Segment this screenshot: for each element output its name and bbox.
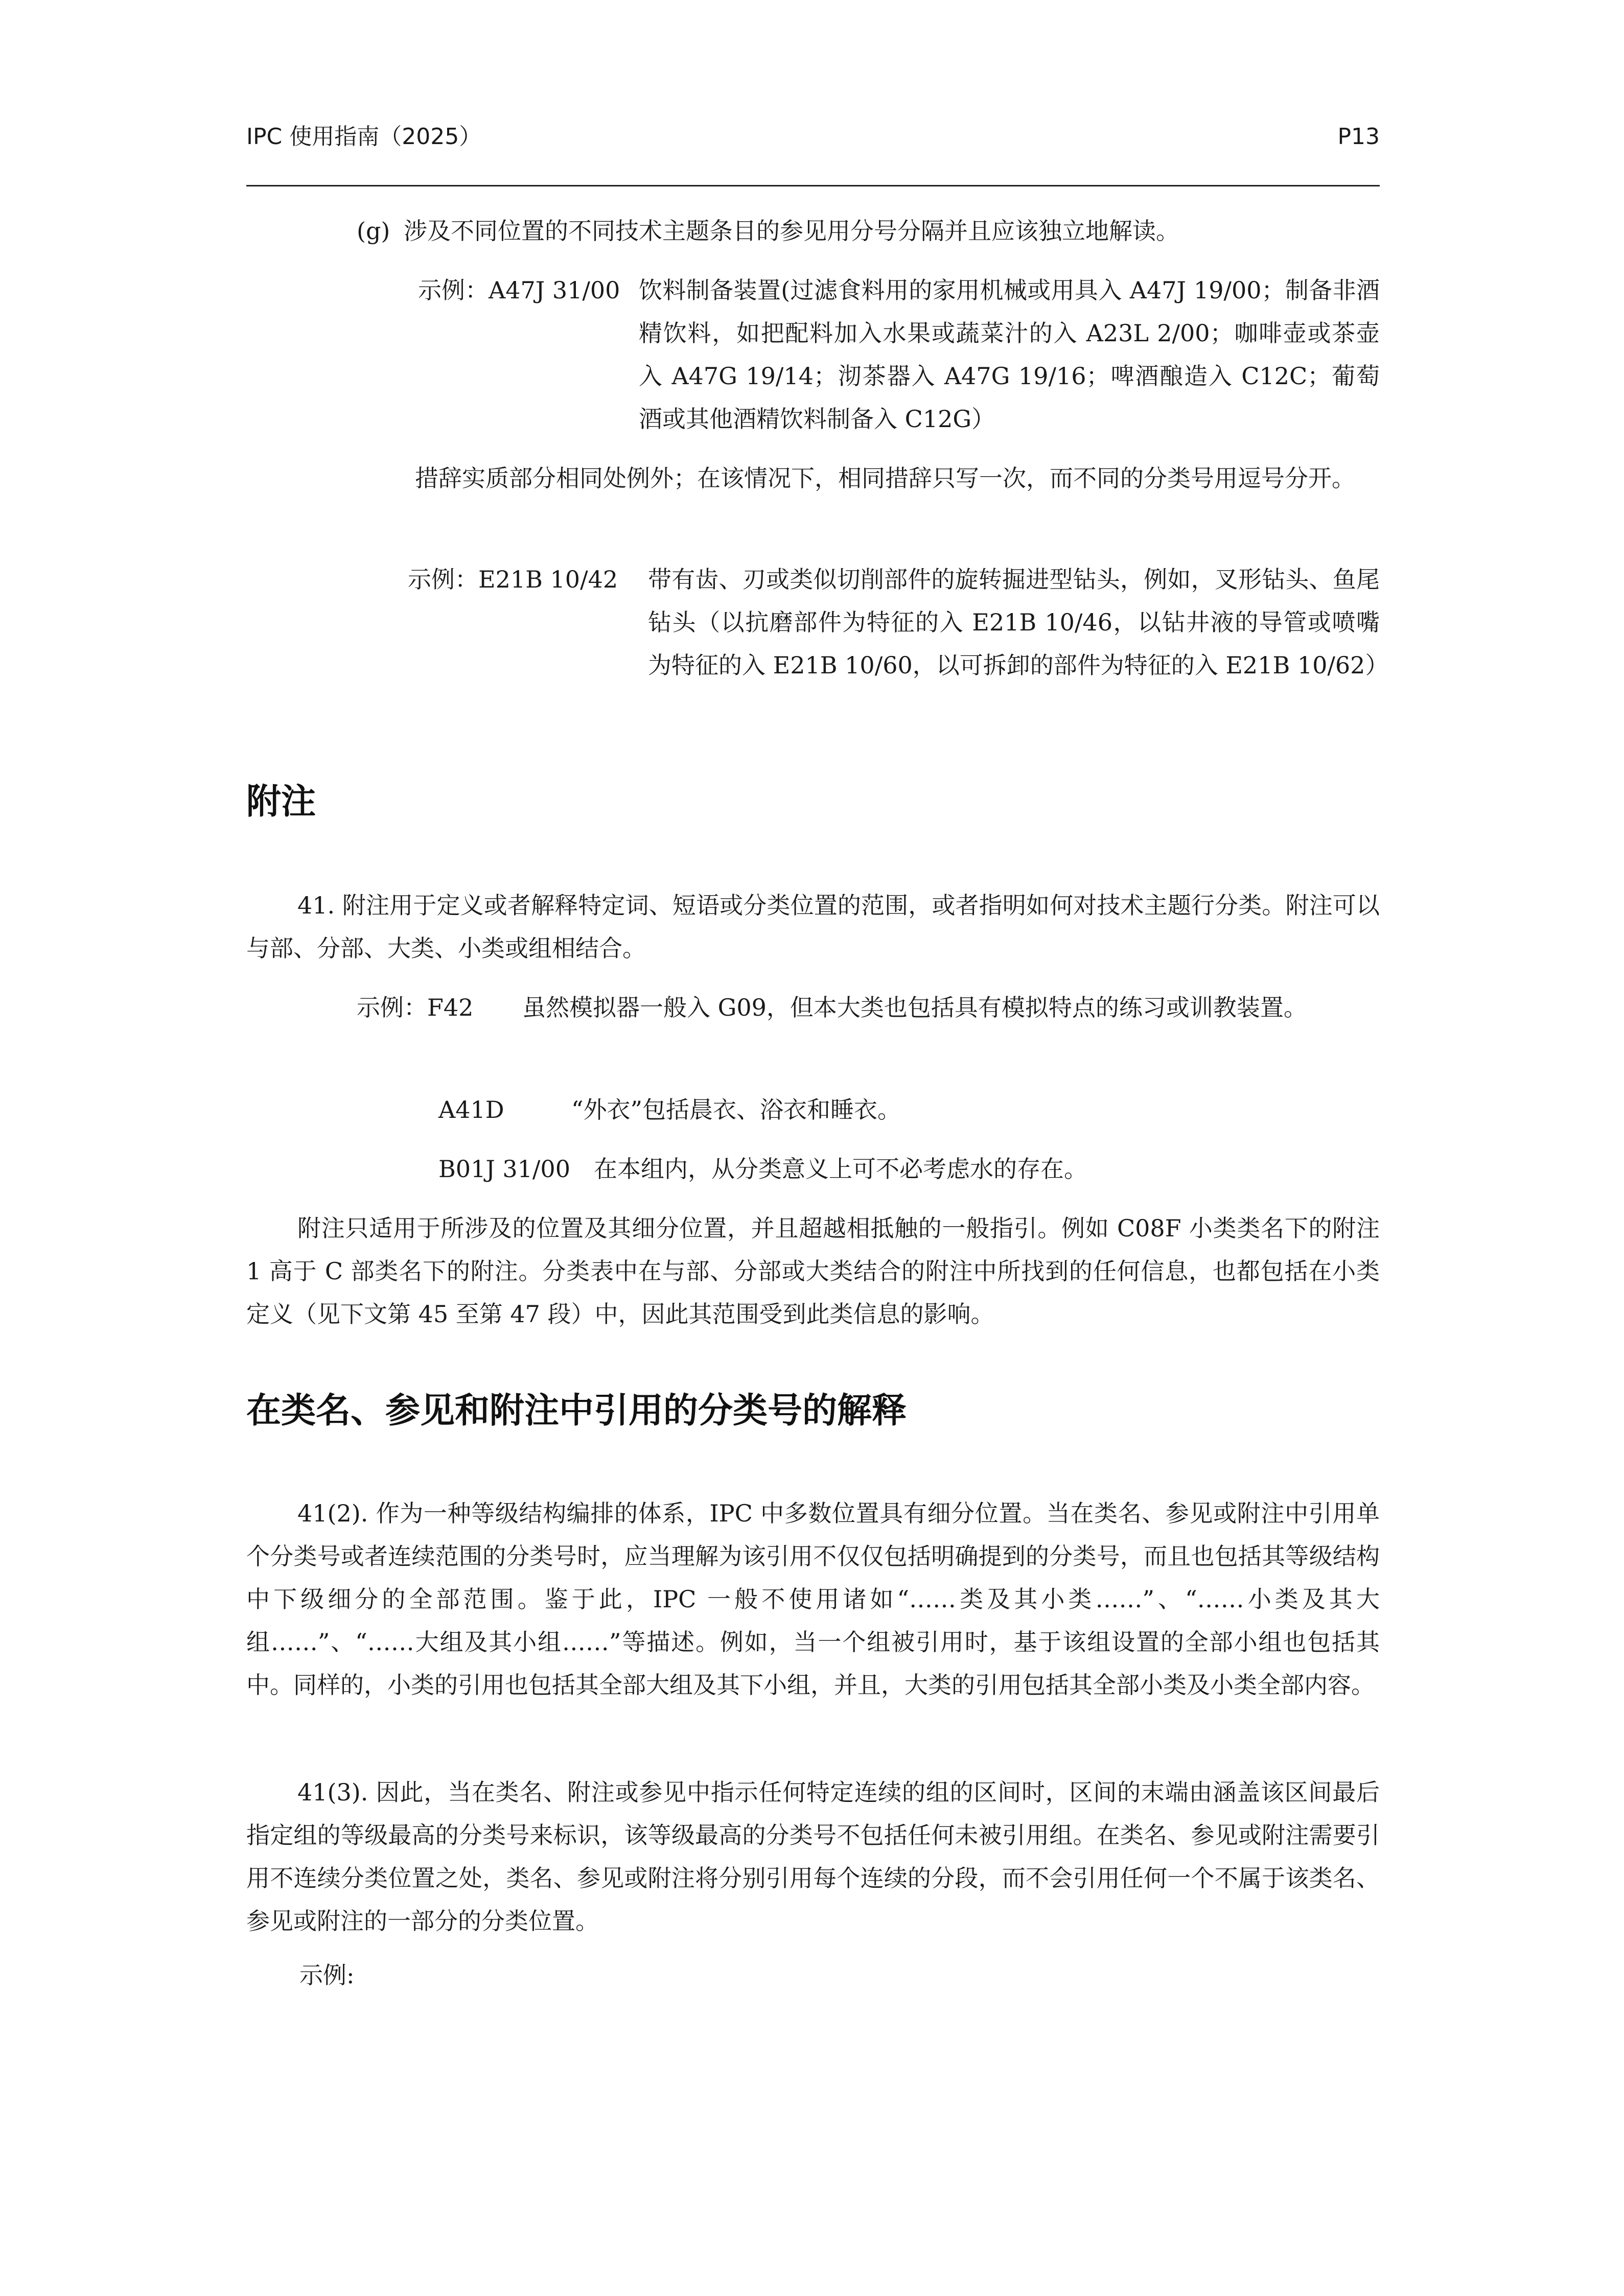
- exception-paragraph: 措辞实质部分相同处例外；在该情况下，相同措辞只写一次，而不同的分类号用逗号分开。: [415, 464, 1355, 492]
- notes-example3-label: B01J 31/00: [438, 1155, 570, 1183]
- notes-example2-label: A41D: [438, 1096, 504, 1123]
- notes-example3-text: 在本组内，从分类意义上可不必考虑水的存在。: [594, 1155, 1087, 1183]
- notes-example1-text: 虽然模拟器一般入 G09，但本大类也包括具有模拟特点的练习或训教装置。: [522, 994, 1307, 1021]
- para-41-2: 41(2). 作为一种等级结构编排的体系，IPC 中多数位置具有细分位置。当在类名、参见或附注中引用单个分类号或者连续范围的分类号时，应当理解为该引用不仅仅包括明确提到的分类号，而且也包括其等级结构中下级细分的全部范围。鉴于此，IPC 一般不使用诸如“……类及其小类……”、“……小类及其大组……”、“……大组及其小组……”等描述。例如，当一个组被引用时，基于该组设置的全部小组也包括其中。同样的，小类的引用也包括其全部大组及其下小组，并且，大类的引用包括其全部小类及小类全部内容。: [246, 1500, 1380, 1699]
- para-41: 41. 附注用于定义或者解释特定词、短语或分类位置的范围，或者指明如何对技术主题行分类。附注可以与部、分部、大类、小类或组相结合。: [246, 892, 1380, 962]
- example1-label: 示例：A47J 31/00: [418, 276, 620, 304]
- notes-example2-text: “外衣”包括晨衣、浴衣和睡衣。: [571, 1096, 901, 1123]
- para-g-text: 涉及不同位置的不同技术主题条目的参见用分号分隔并且应该独立地解读。: [404, 217, 1179, 245]
- header-divider: [246, 185, 1380, 186]
- notes-scope-paragraph: 附注只适用于所涉及的位置及其细分位置，并且超越相抵触的一般指引。例如 C08F 小类类名下的附注 1 高于 C 部类名下的附注。分类表中在与部、分部或大类结合的附注中所找到的任何信息，也都包括在小类定义（见下文第 45 至第 47 段）中，因此其范围受到此类信息的影响。: [246, 1214, 1380, 1328]
- document-title: IPC 使用指南（2025）: [246, 124, 482, 150]
- page-header: [246, 116, 1380, 157]
- para-41-3: 41(3). 因此，当在类名、附注或参见中指示任何特定连续的组的区间时，区间的末端由涵盖该区间最后指定组的等级最高的分类号来标识，该等级最高的分类号不包括任何未被引用组。在类名、参见或附注需要引用不连续分类位置之处，类名、参见或附注将分别引用每个连续的分段，而不会引用任何一个不属于该类名、参见或附注的一部分的分类位置。: [246, 1778, 1380, 1935]
- refs-example-label: 示例:: [299, 1961, 355, 1989]
- page-number: P13: [1337, 124, 1380, 150]
- section-heading-references: 在类名、参见和附注中引用的分类号的解释: [246, 1391, 907, 1431]
- example2-label: 示例：E21B 10/42: [408, 566, 618, 593]
- example2-text: 带有齿、刃或类似切削部件的旋转掘进型钻头，例如，叉形钻头、鱼尾钻头（以抗磨部件为特征的入 E21B 10/46，以钻井液的导管或喷嘴为特征的入 E21B 10/60，以可拆卸的部件为特征的入 E21B 10/62）: [648, 566, 1389, 679]
- example1-text: 饮料制备装置(过滤食料用的家用机械或用具入 A47J 19/00；制备非酒精饮料，如把配料加入水果或蔬菜汁的入 A23L 2/00；咖啡壶或茶壶入 A47G 19/14；沏茶器入 A47G 19/16；啤酒酿造入 C12C；葡萄酒或其他酒精饮料制备入 C12G）: [639, 276, 1380, 433]
- notes-example1-label: 示例：F42: [357, 994, 474, 1021]
- section-heading-notes: 附注: [246, 782, 316, 822]
- para-g-label: (g): [357, 217, 390, 245]
